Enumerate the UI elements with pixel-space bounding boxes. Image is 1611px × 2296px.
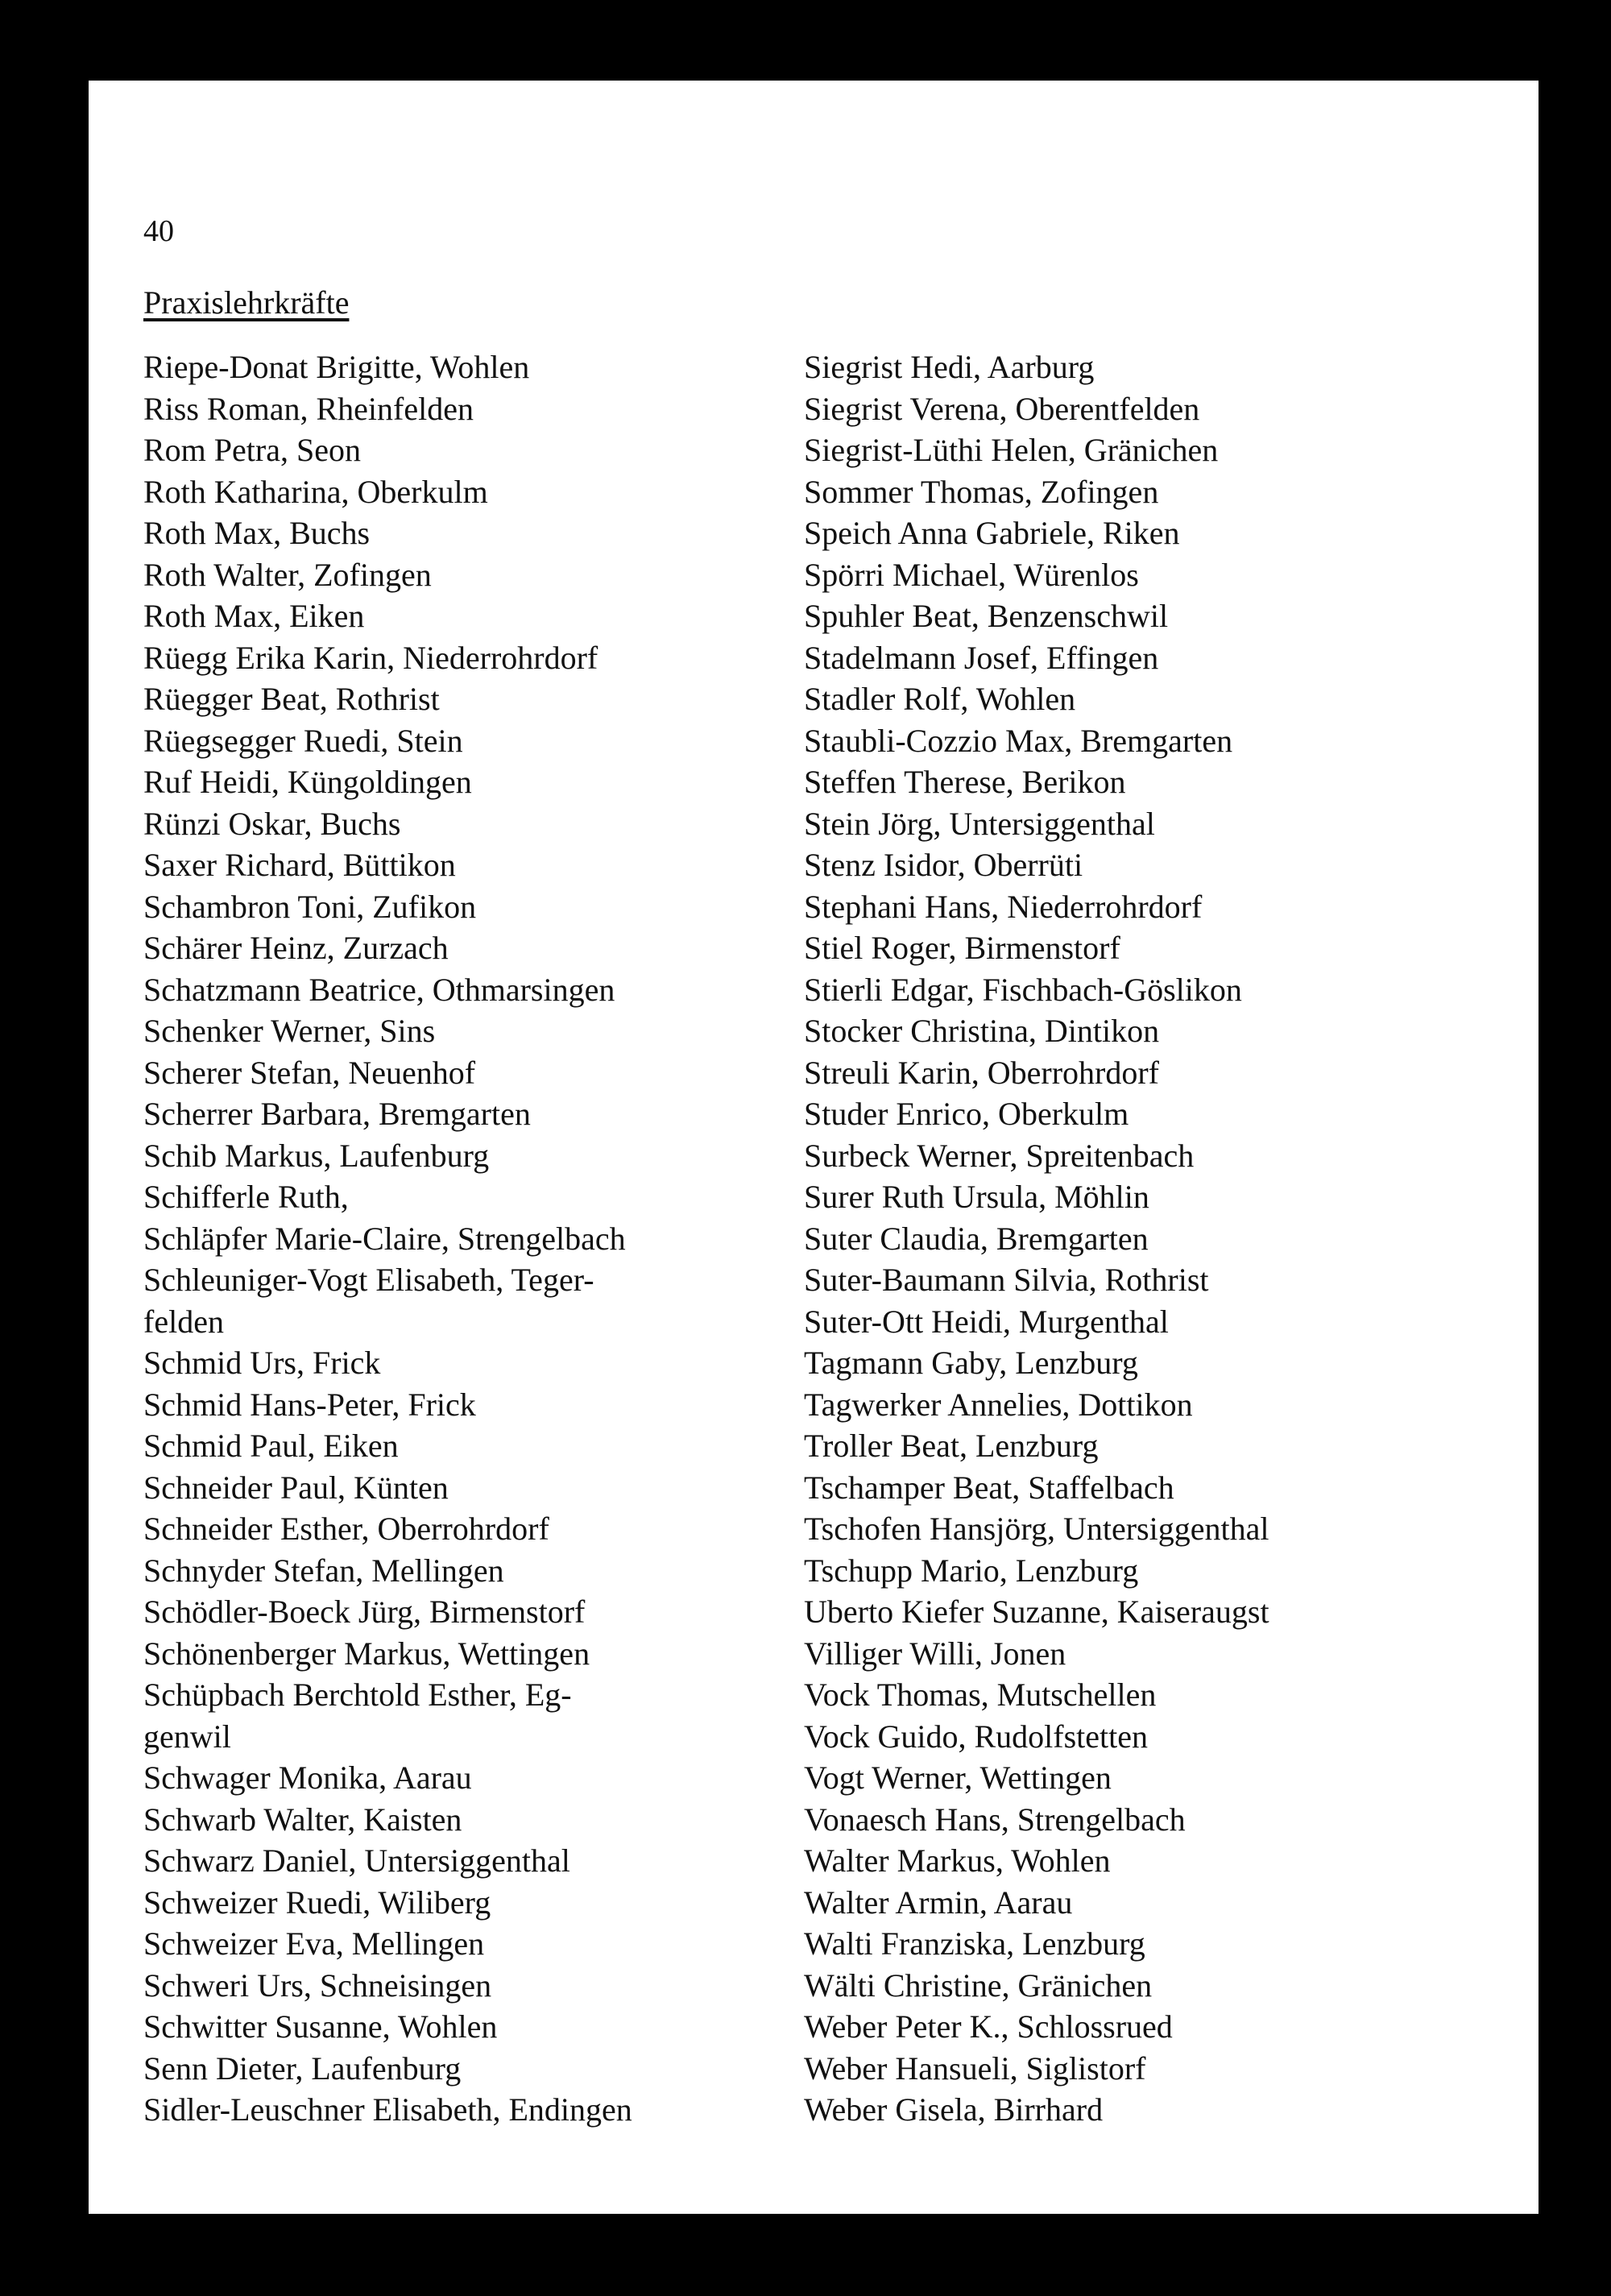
list-item: Schwitter Susanne, Wohlen (143, 2008, 498, 2045)
list-item: Schmid Paul, Eiken (143, 1428, 399, 1464)
list-item: Schweri Urs, Schneisingen (143, 1967, 492, 2004)
list-item: Schatzmann Beatrice, Othmarsingen (143, 971, 615, 1008)
list-item: Scherer Stefan, Neuenhof (143, 1054, 476, 1091)
list-item: Weber Hansueli, Siglistorf (804, 2049, 1146, 2087)
list-item: Vogt Werner, Wettingen (804, 1759, 1112, 1796)
list-item: Schödler-Boeck Jürg, Birmenstorf (143, 1594, 586, 1630)
list-item: Stenz Isidor, Oberrüti (804, 847, 1083, 883)
list-item: Stocker Christina, Dintikon (804, 1013, 1160, 1049)
list-item: Spörri Michael, Würenlos (804, 556, 1139, 593)
list-item: Rüegg Erika Karin, Niederrohrdorf (143, 639, 598, 676)
list-item: Studer Enrico, Oberkulm (804, 1096, 1129, 1132)
list-item: Surer Ruth Ursula, Möhlin (804, 1179, 1149, 1215)
list-item: Schleuniger-Vogt Elisabeth, Teger- (143, 1262, 594, 1298)
list-item: Walti Franziska, Lenzburg (804, 1925, 1145, 1962)
list-item: felden (143, 1303, 224, 1340)
list-item: Roth Max, Buchs (143, 515, 371, 551)
page-number: 40 (143, 214, 174, 248)
list-item: Tagmann Gaby, Lenzburg (804, 1345, 1138, 1381)
list-item: Stierli Edgar, Fischbach-Göslikon (804, 971, 1242, 1008)
list-item: Schärer Heinz, Zurzach (143, 930, 449, 966)
list-item: Senn Dieter, Laufenburg (143, 2049, 462, 2087)
list-item: Schüpbach Berchtold Esther, Eg- (143, 1676, 572, 1713)
list-item: Tschofen Hansjörg, Untersiggenthal (804, 1511, 1269, 1547)
list-item: Suter Claudia, Bremgarten (804, 1220, 1149, 1257)
list-item: Schwager Monika, Aarau (143, 1759, 472, 1796)
list-item: Schmid Hans-Peter, Frick (143, 1386, 476, 1423)
list-item: Roth Walter, Zofingen (143, 556, 432, 593)
list-item: Schib Markus, Laufenburg (143, 1137, 490, 1174)
list-item: Siegrist Verena, Oberentfelden (804, 390, 1200, 427)
list-item: Schwarz Daniel, Untersiggenthal (143, 1842, 570, 1879)
list-item: Rünzi Oskar, Buchs (143, 805, 401, 842)
list-item: Schmid Urs, Frick (143, 1345, 381, 1381)
list-item: Siegrist-Lüthi Helen, Gränichen (804, 432, 1219, 468)
name-list-left-column (143, 346, 852, 2131)
list-item: Rüegsegger Ruedi, Stein (143, 722, 463, 759)
list-item: Riss Roman, Rheinfelden (143, 390, 474, 427)
list-item: Siegrist Hedi, Aarburg (804, 349, 1095, 385)
list-item: Saxer Richard, Büttikon (143, 847, 456, 883)
list-item: Ruf Heidi, Küngoldingen (143, 764, 472, 800)
list-item: Schenker Werner, Sins (143, 1013, 436, 1049)
list-item: Rüegger Beat, Rothrist (143, 681, 440, 717)
section-heading: Praxislehrkräfte (143, 284, 350, 321)
list-item: Tagwerker Annelies, Dottikon (804, 1386, 1193, 1423)
list-item: Schambron Toni, Zufikon (143, 888, 477, 925)
list-item: Roth Katharina, Oberkulm (143, 473, 488, 510)
list-item: Schneider Paul, Künten (143, 1469, 449, 1506)
list-item: genwil (143, 1718, 231, 1755)
list-item: Wälti Christine, Gränichen (804, 1967, 1153, 2004)
list-item: Stephani Hans, Niederrohrdorf (804, 888, 1203, 925)
list-item: Schifferle Ruth, (143, 1179, 349, 1215)
list-item: Suter-Baumann Silvia, Rothrist (804, 1262, 1209, 1298)
name-list-right-column (804, 346, 1513, 2131)
list-item: Stein Jörg, Untersiggenthal (804, 805, 1155, 842)
list-item: Walter Markus, Wohlen (804, 1842, 1111, 1879)
list-item: Rom Petra, Seon (143, 432, 361, 468)
list-item: Weber Peter K., Schlossrued (804, 2008, 1173, 2045)
list-item: Schnyder Stefan, Mellingen (143, 1552, 504, 1589)
list-item: Villiger Willi, Jonen (804, 1635, 1066, 1672)
list-item: Speich Anna Gabriele, Riken (804, 515, 1180, 551)
list-item: Sommer Thomas, Zofingen (804, 473, 1159, 510)
list-item: Roth Max, Eiken (143, 598, 365, 634)
list-item: Surbeck Werner, Spreitenbach (804, 1137, 1195, 1174)
list-item: Streuli Karin, Oberrohrdorf (804, 1054, 1159, 1091)
list-item: Troller Beat, Lenzburg (804, 1428, 1099, 1464)
list-item: Stadler Rolf, Wohlen (804, 681, 1076, 717)
list-item: Vock Guido, Rudolfstetten (804, 1718, 1149, 1755)
list-item: Staubli-Cozzio Max, Bremgarten (804, 722, 1233, 759)
list-item: Schönenberger Markus, Wettingen (143, 1635, 590, 1672)
list-item: Tschamper Beat, Staffelbach (804, 1469, 1174, 1506)
list-item: Schneider Esther, Oberrohrdorf (143, 1511, 549, 1547)
list-item: Schwarb Walter, Kaisten (143, 1801, 462, 1838)
list-item: Walter Armin, Aarau (804, 1884, 1073, 1921)
list-item: Weber Gisela, Birrhard (804, 2091, 1104, 2128)
list-item: Schweizer Eva, Mellingen (143, 1925, 485, 1962)
list-item: Suter-Ott Heidi, Murgenthal (804, 1303, 1169, 1340)
list-item: Stiel Roger, Birmenstorf (804, 930, 1120, 966)
list-item: Schweizer Ruedi, Wiliberg (143, 1884, 491, 1921)
list-item: Riepe-Donat Brigitte, Wohlen (143, 349, 530, 385)
list-item: Spuhler Beat, Benzenschwil (804, 598, 1169, 634)
list-item: Steffen Therese, Berikon (804, 764, 1126, 800)
list-item: Vonaesch Hans, Strengelbach (804, 1801, 1186, 1838)
list-item: Schläpfer Marie-Claire, Strengelbach (143, 1220, 626, 1257)
list-item: Stadelmann Josef, Effingen (804, 639, 1159, 676)
list-item: Scherrer Barbara, Bremgarten (143, 1096, 531, 1132)
list-item: Vock Thomas, Mutschellen (804, 1676, 1157, 1713)
list-item: Tschupp Mario, Lenzburg (804, 1552, 1139, 1589)
list-item: Sidler-Leuschner Elisabeth, Endingen (143, 2091, 632, 2128)
list-item: Uberto Kiefer Suzanne, Kaiseraugst (804, 1594, 1269, 1630)
